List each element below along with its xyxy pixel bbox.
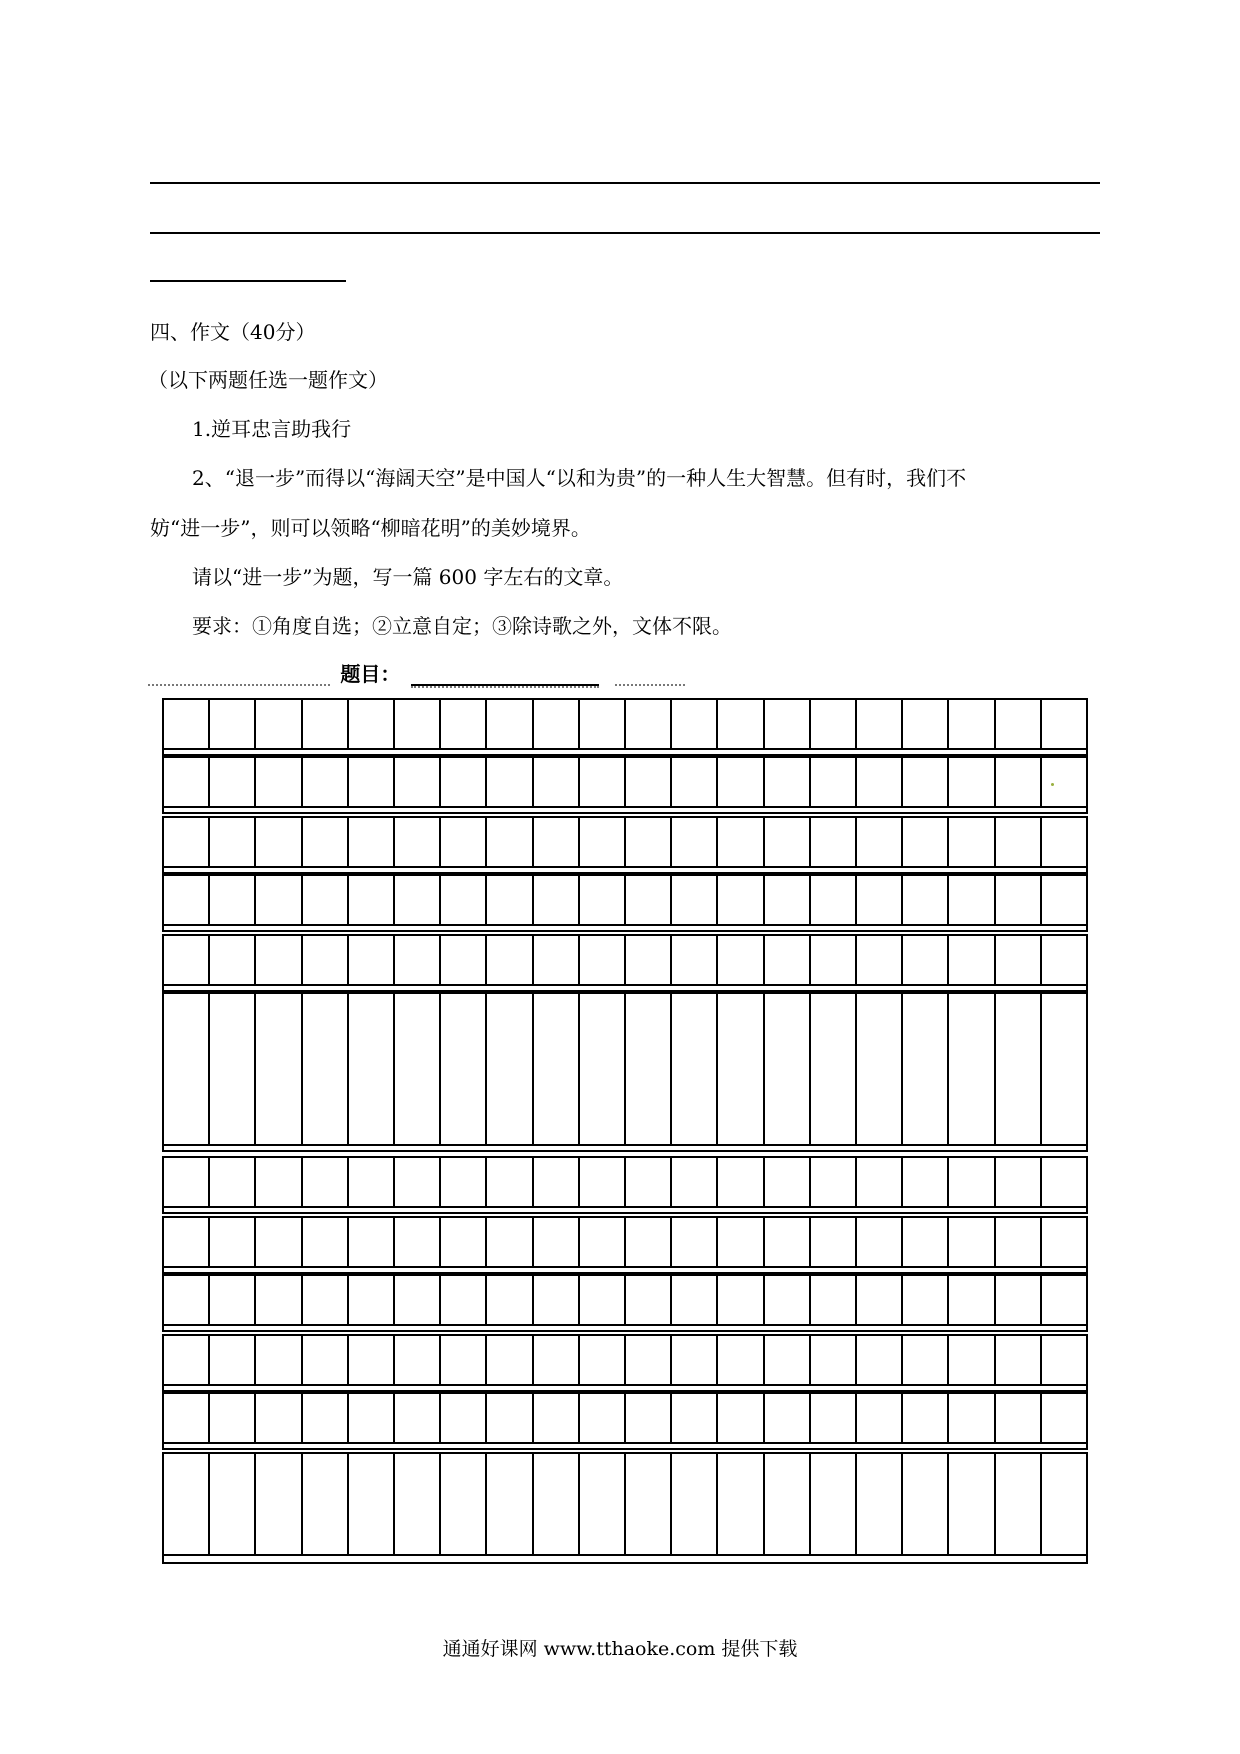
grid-cell[interactable] bbox=[303, 1336, 349, 1384]
grid-cell[interactable] bbox=[349, 1454, 395, 1554]
grid-cell[interactable] bbox=[580, 1336, 626, 1384]
grid-cell[interactable] bbox=[395, 936, 441, 984]
grid-cell[interactable] bbox=[441, 994, 487, 1144]
grid-cell[interactable] bbox=[857, 1336, 903, 1384]
grid-row-separator bbox=[164, 1144, 1086, 1146]
grid-cell[interactable] bbox=[487, 758, 533, 806]
grid-cell[interactable] bbox=[949, 1394, 995, 1442]
grid-cell[interactable] bbox=[349, 994, 395, 1144]
grid-cell[interactable] bbox=[1042, 1218, 1086, 1266]
grid-cell[interactable] bbox=[996, 818, 1042, 866]
grid-row-separator bbox=[164, 1324, 1086, 1326]
grid-cell[interactable] bbox=[441, 876, 487, 924]
grid-cell[interactable] bbox=[441, 1454, 487, 1554]
grid-cell[interactable] bbox=[672, 1454, 718, 1554]
grid-cell[interactable] bbox=[303, 1394, 349, 1442]
grid-cell[interactable] bbox=[580, 1276, 626, 1324]
grid-cell[interactable] bbox=[210, 1276, 256, 1324]
grid-cell[interactable] bbox=[210, 700, 256, 748]
grid-cell[interactable] bbox=[996, 936, 1042, 984]
grid-cell[interactable] bbox=[903, 700, 949, 748]
grid-cell[interactable] bbox=[949, 1454, 995, 1554]
grid-cell[interactable] bbox=[395, 1336, 441, 1384]
grid-cell[interactable] bbox=[996, 1336, 1042, 1384]
option-2-line-1: 2、“退一步”而得以“海阔天空”是中国人“以和为贵”的一种人生大智慧。但有时，我们不 bbox=[192, 466, 967, 490]
grid-cell[interactable] bbox=[857, 1218, 903, 1266]
grid-row bbox=[162, 1216, 1088, 1274]
grid-cell[interactable] bbox=[534, 700, 580, 748]
grid-row bbox=[162, 1452, 1088, 1564]
grid-cell[interactable] bbox=[441, 1158, 487, 1206]
grid-row bbox=[162, 816, 1088, 874]
grid-row-separator bbox=[164, 1554, 1086, 1556]
grid-cell[interactable] bbox=[811, 1218, 857, 1266]
grid-cell[interactable] bbox=[903, 1158, 949, 1206]
grid-cell[interactable] bbox=[1042, 876, 1086, 924]
grid-cell[interactable] bbox=[349, 1276, 395, 1324]
grid-cell[interactable] bbox=[811, 1394, 857, 1442]
grid-cell[interactable] bbox=[210, 758, 256, 806]
grid-cell[interactable] bbox=[626, 758, 672, 806]
grid-row-separator bbox=[164, 748, 1086, 750]
grid-cell[interactable] bbox=[949, 994, 995, 1144]
grid-row-separator bbox=[164, 1266, 1086, 1268]
grid-cell[interactable] bbox=[765, 1218, 811, 1266]
grid-cell[interactable] bbox=[303, 818, 349, 866]
grid-cell[interactable] bbox=[811, 994, 857, 1144]
grid-cell[interactable] bbox=[441, 700, 487, 748]
grid-cell[interactable] bbox=[1042, 758, 1086, 806]
grid-cell[interactable] bbox=[256, 994, 302, 1144]
grid-cell[interactable] bbox=[164, 1454, 210, 1554]
grid-cell[interactable] bbox=[765, 1276, 811, 1324]
grid-cell[interactable] bbox=[256, 1218, 302, 1266]
grid-cell[interactable] bbox=[487, 700, 533, 748]
grid-cell[interactable] bbox=[210, 1454, 256, 1554]
grid-cell[interactable] bbox=[996, 1454, 1042, 1554]
grid-cell[interactable] bbox=[303, 1218, 349, 1266]
grid-cell[interactable] bbox=[903, 1336, 949, 1384]
grid-cell[interactable] bbox=[164, 758, 210, 806]
grid-cell[interactable] bbox=[580, 1218, 626, 1266]
grid-cell[interactable] bbox=[996, 1394, 1042, 1442]
grid-cell[interactable] bbox=[534, 758, 580, 806]
grid-cell[interactable] bbox=[765, 1336, 811, 1384]
grid-cell[interactable] bbox=[811, 936, 857, 984]
grid-row-separator bbox=[164, 984, 1086, 986]
answer-line-1 bbox=[150, 182, 1100, 184]
grid-cell[interactable] bbox=[1042, 1276, 1086, 1324]
grid-cell[interactable] bbox=[580, 994, 626, 1144]
grid-cell[interactable] bbox=[441, 1218, 487, 1266]
grid-cell[interactable] bbox=[395, 818, 441, 866]
topic-trailing-dots bbox=[615, 678, 685, 686]
grid-cell[interactable] bbox=[534, 1454, 580, 1554]
grid-cell[interactable] bbox=[996, 700, 1042, 748]
grid-cell[interactable] bbox=[765, 758, 811, 806]
grid-cell[interactable] bbox=[349, 818, 395, 866]
grid-cell[interactable] bbox=[949, 818, 995, 866]
grid-cell[interactable] bbox=[441, 758, 487, 806]
grid-cell[interactable] bbox=[996, 1158, 1042, 1206]
answer-line-3 bbox=[150, 280, 346, 282]
grid-cell[interactable] bbox=[857, 1394, 903, 1442]
grid-cell[interactable] bbox=[718, 1454, 764, 1554]
grid-cell[interactable] bbox=[580, 1454, 626, 1554]
grid-cell[interactable] bbox=[164, 1276, 210, 1324]
grid-cell[interactable] bbox=[672, 994, 718, 1144]
grid-cell[interactable] bbox=[164, 994, 210, 1144]
grid-cell[interactable] bbox=[303, 700, 349, 748]
grid-cell[interactable] bbox=[441, 1394, 487, 1442]
topic-input[interactable] bbox=[411, 678, 599, 686]
grid-cell[interactable] bbox=[626, 1158, 672, 1206]
grid-row bbox=[162, 1274, 1088, 1332]
grid-cell[interactable] bbox=[765, 994, 811, 1144]
grid-cell[interactable] bbox=[811, 700, 857, 748]
grid-cell[interactable] bbox=[164, 818, 210, 866]
grid-cell[interactable] bbox=[718, 1158, 764, 1206]
grid-cell[interactable] bbox=[672, 758, 718, 806]
grid-cell[interactable] bbox=[303, 1276, 349, 1324]
grid-cell[interactable] bbox=[534, 876, 580, 924]
grid-row-separator bbox=[164, 1206, 1086, 1208]
grid-cell[interactable] bbox=[164, 936, 210, 984]
grid-cell[interactable] bbox=[718, 758, 764, 806]
grid-cell[interactable] bbox=[626, 994, 672, 1144]
grid-row-separator bbox=[164, 1384, 1086, 1386]
grid-cell[interactable] bbox=[996, 1218, 1042, 1266]
grid-cell[interactable] bbox=[996, 994, 1042, 1144]
grid-cell[interactable] bbox=[626, 818, 672, 866]
grid-cell[interactable] bbox=[487, 1276, 533, 1324]
grid-cell[interactable] bbox=[672, 700, 718, 748]
grid-cell[interactable] bbox=[210, 1158, 256, 1206]
grid-cell[interactable] bbox=[210, 876, 256, 924]
grid-cell[interactable] bbox=[672, 1336, 718, 1384]
grid-cell[interactable] bbox=[395, 1218, 441, 1266]
grid-cell[interactable] bbox=[949, 936, 995, 984]
grid-cell[interactable] bbox=[903, 994, 949, 1144]
grid-cell[interactable] bbox=[672, 876, 718, 924]
grid-cell[interactable] bbox=[256, 1276, 302, 1324]
grid-cell[interactable] bbox=[857, 758, 903, 806]
grid-cell[interactable] bbox=[349, 1394, 395, 1442]
grid-cell[interactable] bbox=[811, 1158, 857, 1206]
grid-cell[interactable] bbox=[349, 758, 395, 806]
grid-cell[interactable] bbox=[626, 1218, 672, 1266]
grid-cell[interactable] bbox=[441, 936, 487, 984]
grid-cell[interactable] bbox=[718, 1276, 764, 1324]
grid-cell[interactable] bbox=[996, 758, 1042, 806]
grid-cell[interactable] bbox=[718, 994, 764, 1144]
grid-cell[interactable] bbox=[949, 876, 995, 924]
grid-cell[interactable] bbox=[395, 994, 441, 1144]
grid-cell[interactable] bbox=[210, 1394, 256, 1442]
grid-cell[interactable] bbox=[857, 1454, 903, 1554]
grid-cell[interactable] bbox=[811, 1276, 857, 1324]
grid-cell[interactable] bbox=[857, 700, 903, 748]
grid-cell[interactable] bbox=[164, 1394, 210, 1442]
grid-cell[interactable] bbox=[1042, 1336, 1086, 1384]
grid-cell[interactable] bbox=[903, 936, 949, 984]
grid-cell[interactable] bbox=[395, 1454, 441, 1554]
grid-cell[interactable] bbox=[765, 876, 811, 924]
grid-cell[interactable] bbox=[580, 936, 626, 984]
grid-cell[interactable] bbox=[903, 876, 949, 924]
grid-cell[interactable] bbox=[765, 1454, 811, 1554]
grid-cell[interactable] bbox=[534, 818, 580, 866]
grid-row bbox=[162, 1392, 1088, 1450]
grid-cell[interactable] bbox=[303, 1454, 349, 1554]
grid-cell[interactable] bbox=[256, 700, 302, 748]
grid-cell[interactable] bbox=[811, 876, 857, 924]
grid-cell[interactable] bbox=[395, 1394, 441, 1442]
grid-cell[interactable] bbox=[580, 700, 626, 748]
grid-row-separator bbox=[164, 924, 1086, 926]
grid-cell[interactable] bbox=[1042, 1394, 1086, 1442]
grid-cell[interactable] bbox=[765, 936, 811, 984]
grid-cell[interactable] bbox=[441, 818, 487, 866]
grid-cell[interactable] bbox=[164, 700, 210, 748]
grid-cell[interactable] bbox=[765, 1158, 811, 1206]
grid-cell[interactable] bbox=[626, 1454, 672, 1554]
grid-cell[interactable] bbox=[1042, 1454, 1086, 1554]
topic-row bbox=[148, 660, 685, 688]
grid-cell[interactable] bbox=[1042, 1158, 1086, 1206]
grid-cell[interactable] bbox=[903, 818, 949, 866]
grid-cell[interactable] bbox=[949, 758, 995, 806]
grid-row bbox=[162, 934, 1088, 992]
grid-cell[interactable] bbox=[164, 1336, 210, 1384]
grid-cell[interactable] bbox=[672, 936, 718, 984]
grid-cell[interactable] bbox=[996, 876, 1042, 924]
grid-cell[interactable] bbox=[672, 1394, 718, 1442]
ink-mark bbox=[1051, 783, 1054, 786]
grid-cell[interactable] bbox=[672, 1158, 718, 1206]
grid-cell[interactable] bbox=[903, 1276, 949, 1324]
grid-row bbox=[162, 1334, 1088, 1392]
grid-cell[interactable] bbox=[580, 1394, 626, 1442]
grid-cell[interactable] bbox=[580, 818, 626, 866]
grid-cell[interactable] bbox=[349, 1336, 395, 1384]
grid-cell[interactable] bbox=[949, 1336, 995, 1384]
grid-cell[interactable] bbox=[303, 936, 349, 984]
answer-line-2 bbox=[150, 232, 1100, 234]
page-footer: 通通好课网 www.tthaoke.com 提供下载 bbox=[442, 1638, 798, 1660]
grid-cell[interactable] bbox=[164, 876, 210, 924]
grid-cell[interactable] bbox=[487, 1158, 533, 1206]
grid-cell[interactable] bbox=[1042, 936, 1086, 984]
grid-cell[interactable] bbox=[164, 1158, 210, 1206]
grid-row-separator bbox=[164, 1442, 1086, 1444]
grid-cell[interactable] bbox=[949, 1276, 995, 1324]
grid-cell[interactable] bbox=[256, 1336, 302, 1384]
grid-cell[interactable] bbox=[903, 1394, 949, 1442]
grid-cell[interactable] bbox=[487, 1218, 533, 1266]
grid-cell[interactable] bbox=[626, 1394, 672, 1442]
grid-cell[interactable] bbox=[765, 700, 811, 748]
grid-row bbox=[162, 992, 1088, 1152]
grid-cell[interactable] bbox=[349, 936, 395, 984]
grid-cell[interactable] bbox=[487, 876, 533, 924]
grid-cell[interactable] bbox=[210, 994, 256, 1144]
grid-row bbox=[162, 1156, 1088, 1214]
topic-leading-dots bbox=[148, 678, 330, 686]
grid-cell[interactable] bbox=[718, 936, 764, 984]
grid-cell[interactable] bbox=[718, 818, 764, 866]
grid-row bbox=[162, 874, 1088, 932]
grid-cell[interactable] bbox=[487, 1336, 533, 1384]
grid-cell[interactable] bbox=[857, 876, 903, 924]
grid-cell[interactable] bbox=[256, 818, 302, 866]
grid-cell[interactable] bbox=[718, 700, 764, 748]
grid-cell[interactable] bbox=[441, 1336, 487, 1384]
grid-cell[interactable] bbox=[349, 876, 395, 924]
grid-cell[interactable] bbox=[765, 818, 811, 866]
grid-cell[interactable] bbox=[949, 700, 995, 748]
grid-cell[interactable] bbox=[395, 1276, 441, 1324]
grid-cell[interactable] bbox=[395, 1158, 441, 1206]
grid-cell[interactable] bbox=[534, 994, 580, 1144]
grid-cell[interactable] bbox=[718, 1336, 764, 1384]
grid-cell[interactable] bbox=[395, 876, 441, 924]
grid-cell[interactable] bbox=[534, 1276, 580, 1324]
grid-cell[interactable] bbox=[857, 1276, 903, 1324]
grid-row bbox=[162, 698, 1088, 756]
topic-label: 题目： bbox=[340, 662, 401, 686]
section-heading: 四、作文（40分） bbox=[150, 320, 316, 344]
grid-cell[interactable] bbox=[164, 1218, 210, 1266]
essay-requirements: 要求：①角度自选；②立意自定；③除诗歌之外，文体不限。 bbox=[192, 614, 732, 638]
grid-cell[interactable] bbox=[903, 1218, 949, 1266]
grid-cell[interactable] bbox=[811, 1336, 857, 1384]
grid-cell[interactable] bbox=[256, 876, 302, 924]
grid-cell[interactable] bbox=[395, 700, 441, 748]
grid-cell[interactable] bbox=[534, 1336, 580, 1384]
grid-cell[interactable] bbox=[857, 936, 903, 984]
grid-cell[interactable] bbox=[256, 758, 302, 806]
grid-cell[interactable] bbox=[996, 1276, 1042, 1324]
essay-prompt: 请以“进一步”为题，写一篇 600 字左右的文章。 bbox=[192, 565, 624, 589]
grid-cell[interactable] bbox=[626, 876, 672, 924]
grid-cell[interactable] bbox=[256, 936, 302, 984]
grid-cell[interactable] bbox=[256, 1158, 302, 1206]
grid-cell[interactable] bbox=[210, 818, 256, 866]
grid-cell[interactable] bbox=[718, 1394, 764, 1442]
grid-row-separator bbox=[164, 866, 1086, 868]
grid-cell[interactable] bbox=[534, 1158, 580, 1206]
grid-cell[interactable] bbox=[441, 1276, 487, 1324]
grid-cell[interactable] bbox=[349, 1218, 395, 1266]
grid-cell[interactable] bbox=[765, 1394, 811, 1442]
grid-cell[interactable] bbox=[903, 758, 949, 806]
grid-cell[interactable] bbox=[1042, 818, 1086, 866]
grid-cell[interactable] bbox=[857, 1158, 903, 1206]
grid-row-separator bbox=[164, 806, 1086, 808]
grid-cell[interactable] bbox=[487, 994, 533, 1144]
grid-cell[interactable] bbox=[395, 758, 441, 806]
grid-cell[interactable] bbox=[672, 1218, 718, 1266]
grid-cell[interactable] bbox=[857, 994, 903, 1144]
grid-cell[interactable] bbox=[210, 1218, 256, 1266]
grid-cell[interactable] bbox=[672, 818, 718, 866]
grid-cell[interactable] bbox=[626, 1336, 672, 1384]
grid-cell[interactable] bbox=[303, 994, 349, 1144]
section-instruction: （以下两题任选一题作文） bbox=[148, 368, 388, 392]
grid-cell[interactable] bbox=[811, 758, 857, 806]
grid-cell[interactable] bbox=[349, 700, 395, 748]
grid-cell[interactable] bbox=[534, 936, 580, 984]
grid-cell[interactable] bbox=[672, 1276, 718, 1324]
grid-cell[interactable] bbox=[303, 1158, 349, 1206]
grid-cell[interactable] bbox=[487, 818, 533, 866]
grid-cell[interactable] bbox=[534, 1394, 580, 1442]
grid-cell[interactable] bbox=[718, 876, 764, 924]
grid-cell[interactable] bbox=[626, 1276, 672, 1324]
grid-cell[interactable] bbox=[580, 758, 626, 806]
grid-cell[interactable] bbox=[210, 936, 256, 984]
grid-cell[interactable] bbox=[857, 818, 903, 866]
option-1: 1.逆耳忠言助我行 bbox=[192, 417, 352, 441]
grid-cell[interactable] bbox=[811, 1454, 857, 1554]
grid-cell[interactable] bbox=[256, 1454, 302, 1554]
grid-cell[interactable] bbox=[349, 1158, 395, 1206]
grid-cell[interactable] bbox=[903, 1454, 949, 1554]
grid-cell[interactable] bbox=[210, 1336, 256, 1384]
grid-cell[interactable] bbox=[303, 876, 349, 924]
grid-cell[interactable] bbox=[1042, 994, 1086, 1144]
grid-cell[interactable] bbox=[487, 936, 533, 984]
grid-cell[interactable] bbox=[534, 1218, 580, 1266]
grid-cell[interactable] bbox=[256, 1394, 302, 1442]
grid-cell[interactable] bbox=[487, 1454, 533, 1554]
grid-cell[interactable] bbox=[626, 700, 672, 748]
grid-cell[interactable] bbox=[811, 818, 857, 866]
grid-row bbox=[162, 756, 1088, 814]
grid-cell[interactable] bbox=[626, 936, 672, 984]
grid-cell[interactable] bbox=[949, 1158, 995, 1206]
grid-cell[interactable] bbox=[1042, 700, 1086, 748]
option-2-line-2: 妨“进一步”，则可以领略“柳暗花明”的美妙境界。 bbox=[150, 516, 591, 540]
grid-cell[interactable] bbox=[303, 758, 349, 806]
grid-cell[interactable] bbox=[487, 1394, 533, 1442]
grid-cell[interactable] bbox=[718, 1218, 764, 1266]
grid-cell[interactable] bbox=[949, 1218, 995, 1266]
grid-cell[interactable] bbox=[580, 1158, 626, 1206]
grid-cell[interactable] bbox=[580, 876, 626, 924]
